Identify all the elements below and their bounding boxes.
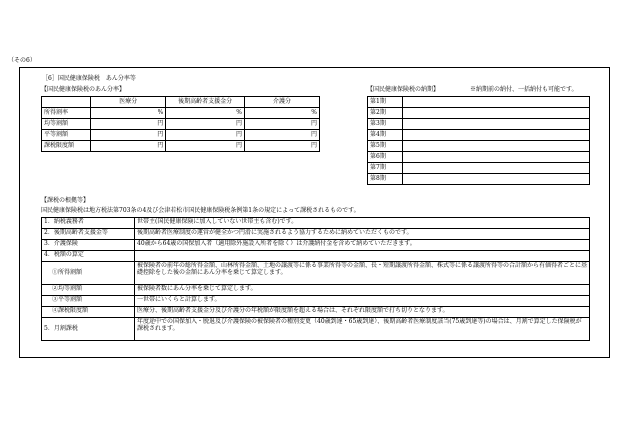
table-row bbox=[42, 119, 320, 130]
basis-intro: 国民健康保険税は地方税法第703条の4及び会津若松市国民健康保険税条例第1条の規定によって課税されるものです。 bbox=[41, 207, 360, 214]
basis-label: 1．納税義務者 bbox=[42, 218, 135, 229]
cell-unit: % bbox=[91, 108, 166, 119]
cell-unit: 円 bbox=[91, 141, 166, 152]
table-row bbox=[368, 163, 590, 174]
basis-label: ④課税限度額 bbox=[42, 307, 135, 318]
cell-unit: 円 bbox=[91, 130, 166, 141]
cell-unit: % bbox=[166, 108, 245, 119]
table-row bbox=[42, 307, 590, 318]
cell-unit: 円 bbox=[245, 130, 320, 141]
row-label: 平等割額 bbox=[42, 130, 91, 141]
period-label: 第4期 bbox=[368, 130, 403, 141]
cell-unit: 円 bbox=[245, 119, 320, 130]
table-row bbox=[42, 141, 320, 152]
basis-text: 医療分、後期高齢者支援金分及び介護分の年税額が限度額を超える場合は、それぞれ限度額で打ち切りとなります。 bbox=[135, 307, 590, 318]
period-value bbox=[403, 152, 590, 163]
cell-unit: % bbox=[245, 108, 320, 119]
period-value bbox=[403, 163, 590, 174]
table-row bbox=[368, 97, 590, 108]
table-row bbox=[368, 174, 590, 185]
payment-note: ※納期前の納付、一括納付も可能です。 bbox=[470, 86, 578, 93]
basis-text: 被保険者の前年の総所得金額、山林所得金額、土地の譲渡等に係る事業所得等の金額、長・短期譲渡所得金額、株式等に係る譲渡所得等の合計額から有価得者ごとに基礎控除をした後の金額にあん分率を乗じて算定します。 bbox=[135, 262, 590, 285]
rate-header-medical: 医療分 bbox=[91, 97, 166, 108]
period-label: 第6期 bbox=[368, 152, 403, 163]
basis-text bbox=[135, 251, 590, 262]
period-value bbox=[403, 119, 590, 130]
cell-unit: 円 bbox=[166, 141, 245, 152]
table-row bbox=[42, 251, 590, 262]
basis-label: 2．後期高齢者支援金等 bbox=[42, 229, 135, 240]
table-row bbox=[42, 285, 590, 296]
period-value bbox=[403, 108, 590, 119]
period-label: 第2期 bbox=[368, 108, 403, 119]
cell-unit: 円 bbox=[166, 119, 245, 130]
rate-table bbox=[41, 96, 320, 152]
table-row bbox=[368, 130, 590, 141]
basis-text: 世帯主(国民健康保険に加入していない世帯主も含む)です。 bbox=[135, 218, 590, 229]
table-row bbox=[42, 240, 590, 251]
table-row bbox=[368, 119, 590, 130]
payment-table-caption: 【国民健康保険税の納期】 bbox=[367, 86, 440, 93]
table-row bbox=[42, 218, 590, 229]
rate-header-elderly-support: 後期高齢者支援金分 bbox=[166, 97, 245, 108]
row-label: 所得割率 bbox=[42, 108, 91, 119]
row-label: 課税限度額 bbox=[42, 141, 91, 152]
basis-caption: 【課税の根拠等】 bbox=[41, 197, 90, 204]
period-label: 第7期 bbox=[368, 163, 403, 174]
table-row bbox=[42, 130, 320, 141]
basis-text: 一世帯にいくらと計算します。 bbox=[135, 296, 590, 307]
basis-label: 3．介護保険 bbox=[42, 240, 135, 251]
period-value bbox=[403, 97, 590, 108]
table-row bbox=[42, 296, 590, 307]
table-row bbox=[42, 108, 320, 119]
period-label: 第3期 bbox=[368, 119, 403, 130]
period-label: 第8期 bbox=[368, 174, 403, 185]
cell-unit: 円 bbox=[166, 130, 245, 141]
period-value bbox=[403, 141, 590, 152]
basis-text: 年度途中での国保加入・脱退及び介護保険の被保険者の種別変更（40歳到達・65歳到達）、後期高齢者医療制度該当(75歳到達等)の場合は、月割で算定した保険税が課税されます。 bbox=[135, 318, 590, 341]
basis-text: 後期高齢者医療制度の運営が健全かつ円滑に実施されるよう協力するために納めていただくものです。 bbox=[135, 229, 590, 240]
section-title: ［6］国民健康保険税 あん分率等 bbox=[42, 75, 136, 82]
table-row bbox=[42, 318, 590, 341]
page-label: （その6） bbox=[8, 57, 36, 64]
table-row bbox=[368, 141, 590, 152]
basis-label: 5．月割課税 bbox=[42, 318, 135, 341]
table-row bbox=[42, 262, 590, 285]
basis-label: 4．税額の算定 bbox=[42, 251, 135, 262]
period-value bbox=[403, 174, 590, 185]
table-row bbox=[368, 108, 590, 119]
table-row bbox=[368, 152, 590, 163]
rate-header-blank bbox=[42, 97, 91, 108]
basis-text: 被保険者数にあん分率を乗じて算定します。 bbox=[135, 285, 590, 296]
period-label: 第1期 bbox=[368, 97, 403, 108]
basis-text: 40歳から64歳の国保加入者（適用除外施設入所者を除く）は介護納付金を含めて納めていただきます。 bbox=[135, 240, 590, 251]
row-label: 均等割額 bbox=[42, 119, 91, 130]
rate-header-nursing: 介護分 bbox=[245, 97, 320, 108]
rate-table-header bbox=[42, 97, 320, 108]
basis-label: ①所得割額 bbox=[42, 262, 135, 285]
basis-label: ③平等割額 bbox=[42, 296, 135, 307]
period-label: 第5期 bbox=[368, 141, 403, 152]
table-row bbox=[42, 229, 590, 240]
cell-unit: 円 bbox=[91, 119, 166, 130]
rate-table-caption: 【国民健康保険税のあん分率】 bbox=[41, 86, 126, 93]
period-value bbox=[403, 130, 590, 141]
cell-unit: 円 bbox=[245, 141, 320, 152]
basis-label: ②均等割額 bbox=[42, 285, 135, 296]
payment-table bbox=[367, 96, 590, 185]
basis-table bbox=[41, 217, 590, 341]
